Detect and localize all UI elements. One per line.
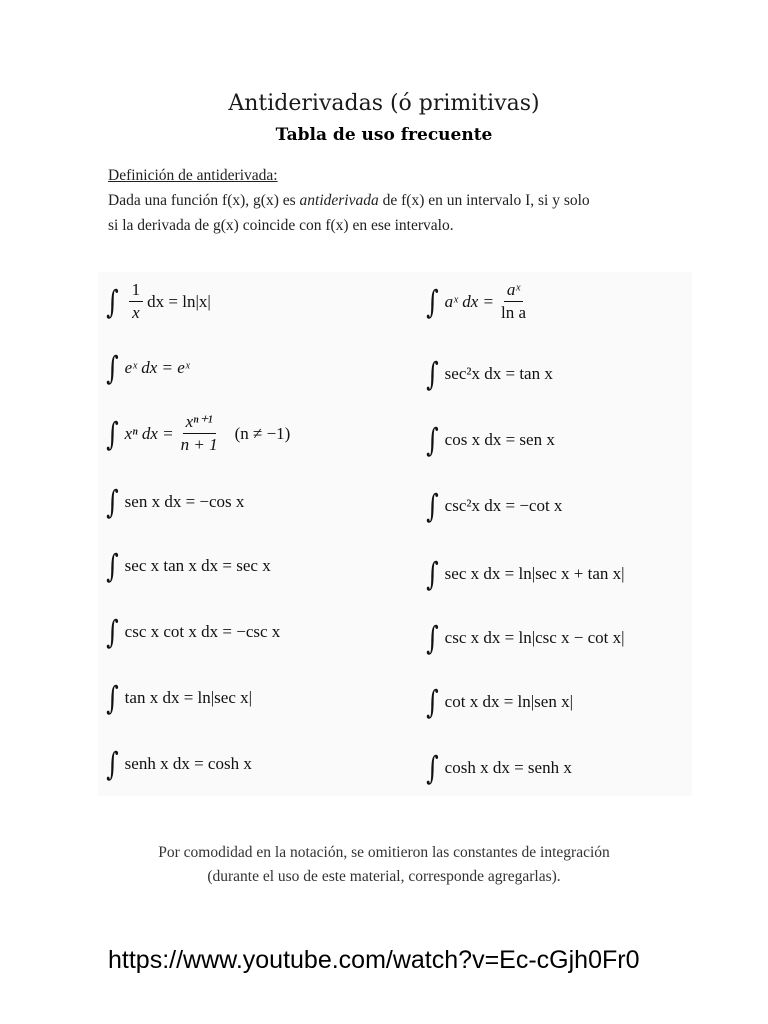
integral-sign-icon: ∫ — [426, 619, 439, 657]
integral-sign-icon: ∫ — [426, 355, 439, 393]
definition-heading: Definición de antiderivada: — [108, 167, 278, 184]
footnote-line-1: Por comodidad en la notación, se omitieron las constantes de integración — [158, 844, 610, 861]
formula-body: sec x tan x dx = sec x — [124, 556, 271, 575]
formula-body: cosh x dx = senh x — [444, 758, 572, 777]
formula-one-over-x — [106, 280, 211, 323]
fraction-denominator: n + 1 — [180, 435, 218, 454]
formula-body: csc²x dx = −cot x — [444, 496, 563, 515]
definition-block — [108, 163, 668, 238]
integral-sign-icon: ∫ — [426, 421, 439, 459]
definition-line-2: si la derivada de g(x) coincide con f(x) en ese intervalo. — [108, 217, 454, 234]
formula-csc — [426, 619, 625, 657]
formula-body: cot x dx = ln|sen x| — [444, 692, 573, 711]
formula-cot — [426, 683, 573, 721]
formula-csc-cot — [106, 613, 281, 651]
integral-sign-icon: ∫ — [106, 679, 119, 717]
formula-body: cos x dx = sen x — [444, 430, 555, 449]
formula-senh — [106, 745, 252, 783]
formula-lhs: aˣ dx = — [444, 291, 494, 311]
youtube-link[interactable]: https://www.youtube.com/watch?v=Ec-cGjh0Fr0 — [108, 946, 640, 974]
fraction — [498, 280, 529, 323]
fraction — [129, 280, 144, 323]
definition-line-1 — [108, 188, 668, 213]
formula-condition: (n ≠ −1) — [234, 423, 291, 443]
formula-sec-squared — [426, 355, 553, 393]
page-subtitle: Tabla de uso frecuente — [275, 125, 493, 145]
formula-rhs: dx = ln|x| — [147, 291, 211, 311]
footnote — [0, 841, 768, 889]
formula-body: sec x dx = ln|sec x + tan x| — [444, 564, 625, 583]
fraction-numerator: xⁿ⁺¹ — [183, 412, 216, 434]
formula-body: csc x dx = ln|csc x − cot x| — [444, 628, 625, 647]
formula-body: senh x dx = cosh x — [124, 754, 252, 773]
integral-sign-icon: ∫ — [106, 349, 119, 387]
definition-text-a: Dada una función f(x), g(x) es — [108, 192, 300, 209]
page-title: Antiderivadas (ó primitivas) — [228, 91, 540, 116]
formula-exp — [106, 349, 190, 387]
formula-cos — [426, 421, 555, 459]
fraction-denominator: ln a — [501, 303, 527, 322]
formula-tan — [106, 679, 253, 717]
antiderivative-table — [98, 272, 692, 796]
footnote-line-2: (durante el uso de este material, corresponde agregarlas). — [207, 868, 561, 885]
formula-body: csc x cot x dx = −csc x — [124, 622, 281, 641]
integral-sign-icon: ∫ — [426, 487, 439, 525]
formula-sec — [426, 555, 625, 593]
integral-sign-icon: ∫ — [106, 282, 119, 321]
formula-csc-squared — [426, 487, 563, 525]
integral-sign-icon: ∫ — [426, 749, 439, 787]
formula-sen — [106, 483, 245, 521]
formula-a-power — [426, 280, 533, 323]
definition-text-b: de f(x) en un intervalo I, si y solo — [378, 192, 590, 209]
integral-sign-icon: ∫ — [426, 555, 439, 593]
integral-sign-icon: ∫ — [426, 683, 439, 721]
formula-body: sen x dx = −cos x — [124, 492, 245, 511]
integral-sign-icon: ∫ — [106, 745, 119, 783]
formula-cosh — [426, 749, 572, 787]
integral-sign-icon: ∫ — [106, 414, 119, 453]
formula-body: sec²x dx = tan x — [444, 364, 553, 383]
integral-sign-icon: ∫ — [426, 282, 439, 321]
integral-sign-icon: ∫ — [106, 483, 119, 521]
integral-sign-icon: ∫ — [106, 547, 119, 585]
fraction-numerator: 1 — [129, 280, 144, 302]
formula-body: eˣ dx = eˣ — [124, 358, 190, 377]
formula-body: tan x dx = ln|sec x| — [124, 688, 253, 707]
formula-power — [106, 412, 290, 455]
fraction-denominator: x — [132, 303, 140, 322]
fraction-numerator: aˣ — [504, 280, 523, 302]
formula-sec-tan — [106, 547, 271, 585]
fraction — [178, 412, 221, 455]
definition-term: antiderivada — [299, 192, 379, 209]
integral-sign-icon: ∫ — [106, 613, 119, 651]
formula-lhs: xⁿ dx = — [124, 423, 174, 443]
